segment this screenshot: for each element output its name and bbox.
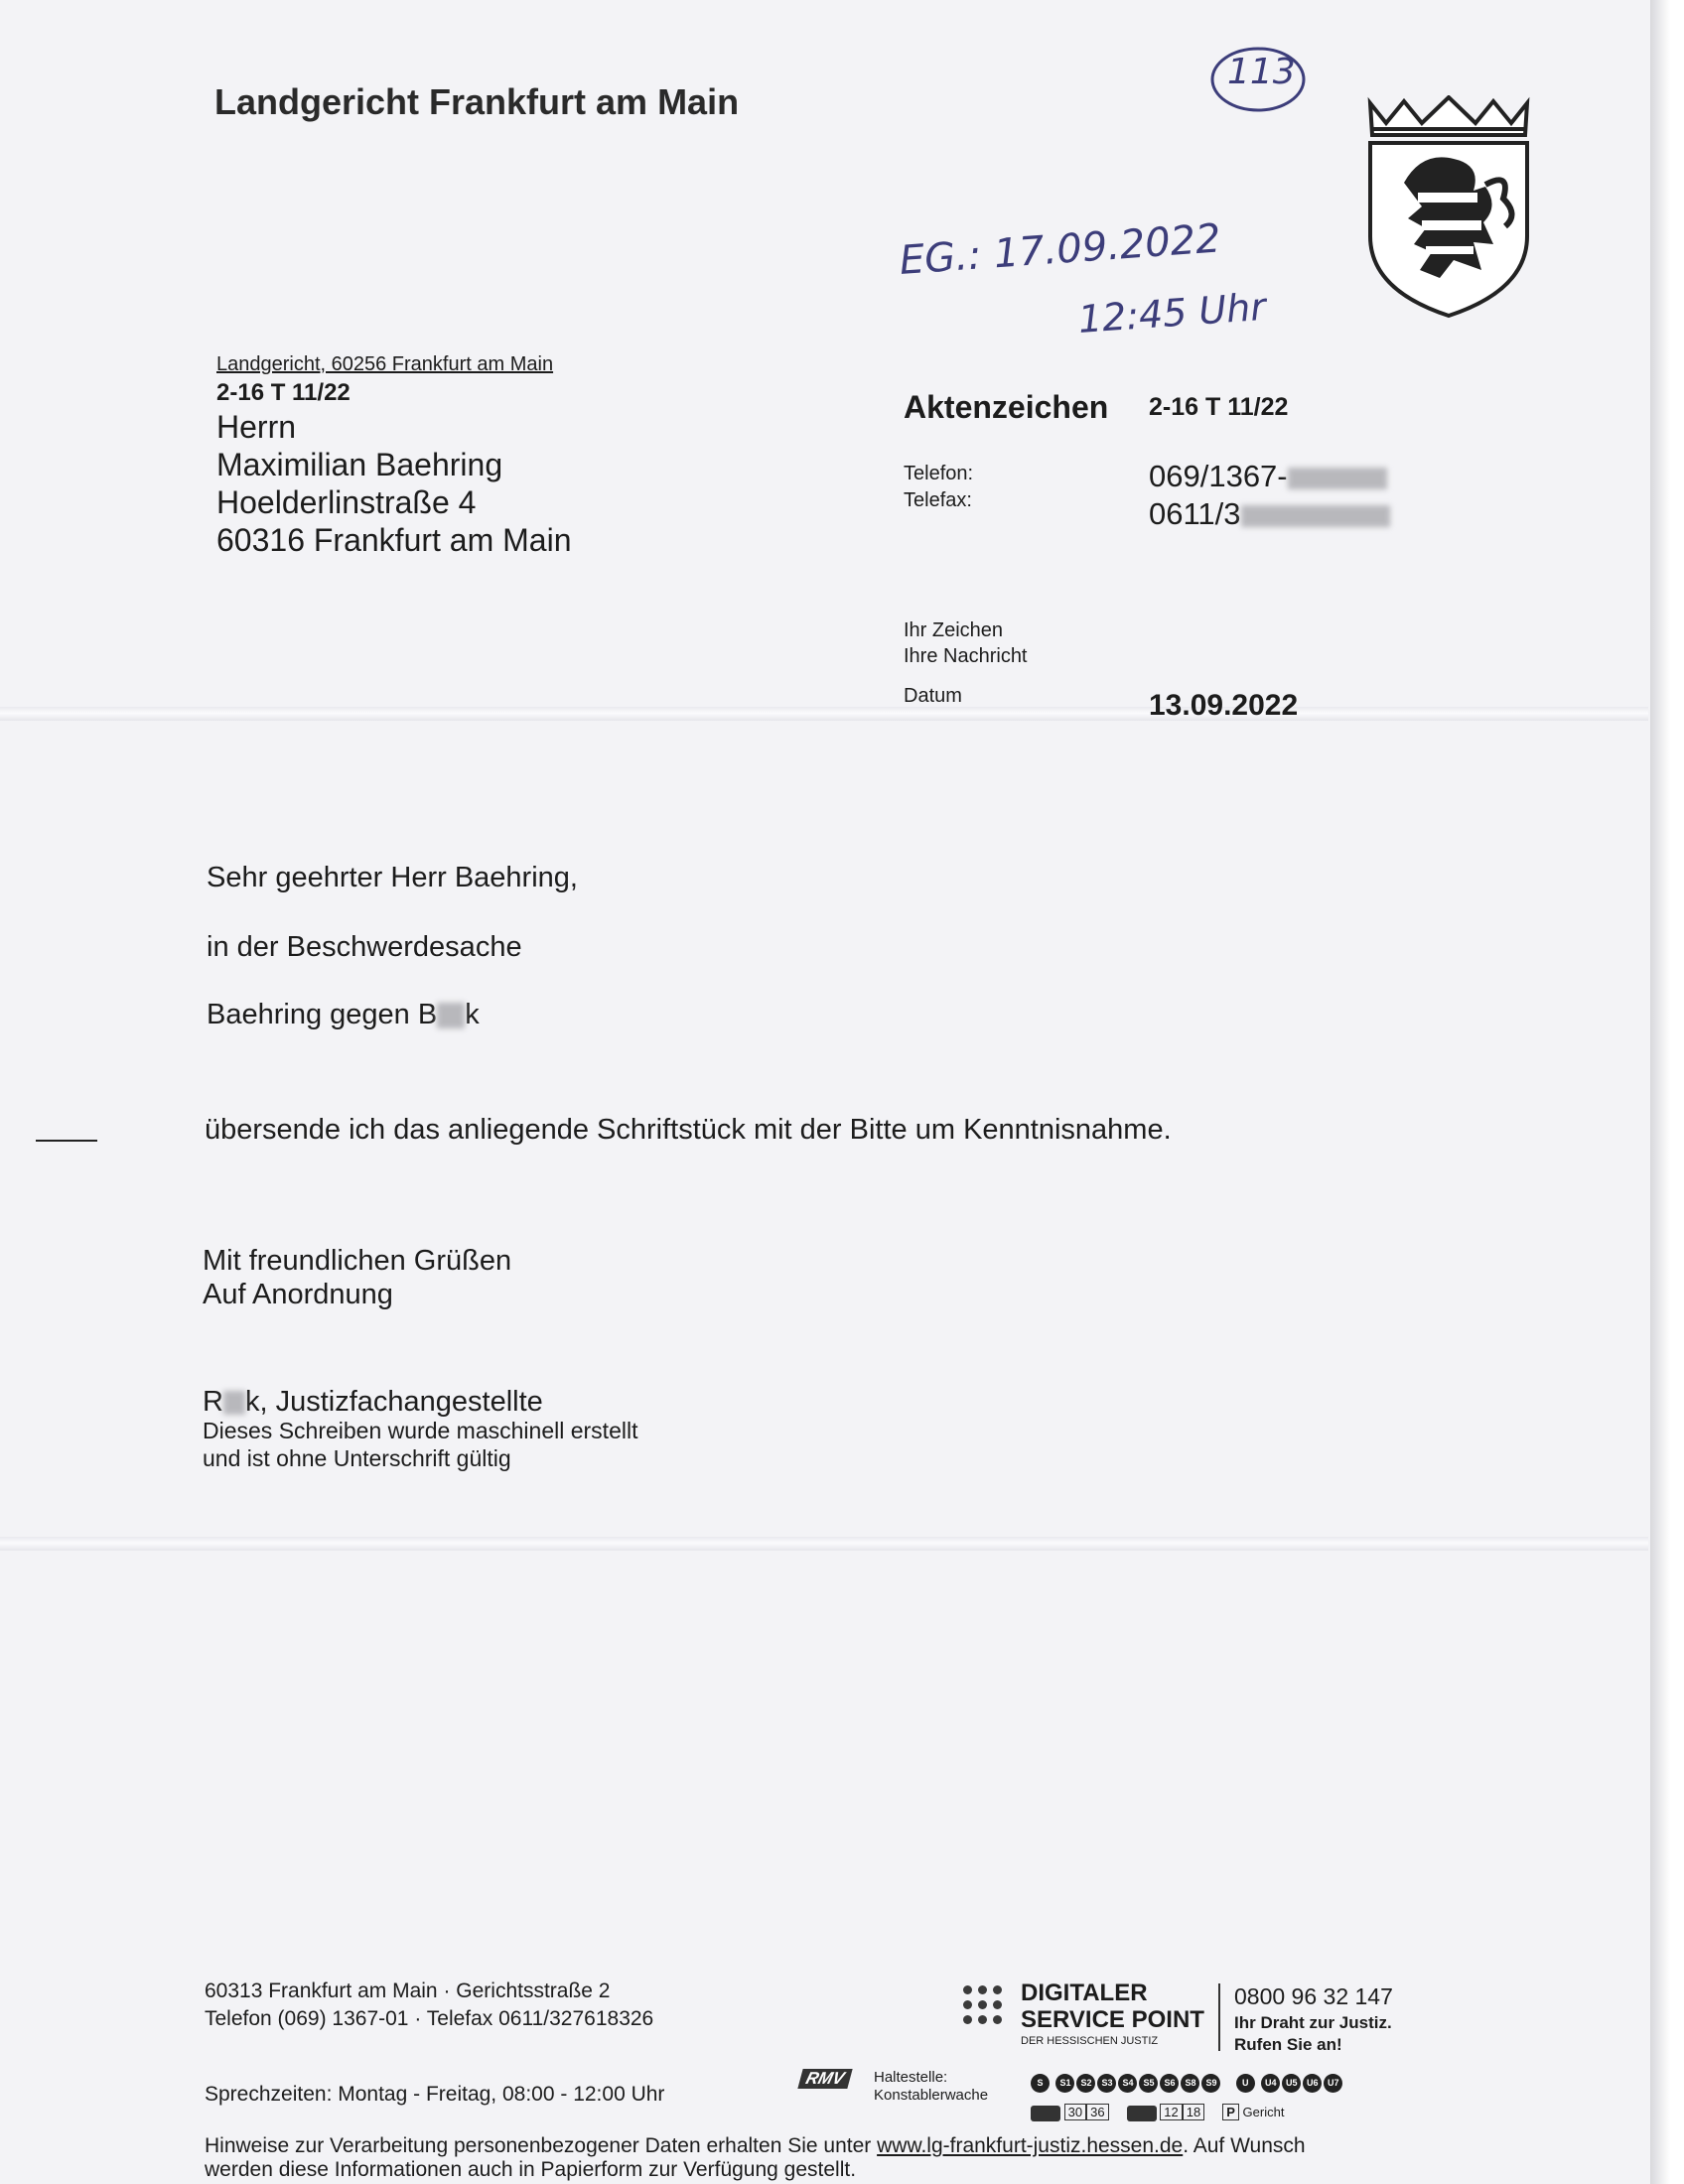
dsp-line2: SERVICE POINT [1021, 2006, 1204, 2033]
handwritten-number: 113 [1227, 52, 1296, 92]
stop-name: Konstablerwache [874, 2087, 989, 2104]
ubahn-icon: U [1236, 2074, 1255, 2093]
dsp-tagline2: Rufen Sie an! [1234, 2035, 1342, 2054]
line-badge: S9 [1201, 2074, 1220, 2093]
phone-value: 069/1367- [1149, 459, 1387, 494]
phone-label: Telefon: [904, 463, 974, 484]
date-value: 13.09.2022 [1149, 689, 1299, 722]
dsp-phone: 0800 96 32 147 [1234, 1983, 1393, 2009]
paper-edge [1650, 0, 1684, 2184]
redaction [1241, 505, 1390, 527]
handwritten-time: 12:45 Uhr [1076, 284, 1268, 341]
stop-label: Haltestelle: [874, 2069, 948, 2086]
recipient-street: Hoelderlinstraße 4 [216, 484, 477, 520]
tram-icon [1127, 2106, 1157, 2121]
line-badge: U6 [1303, 2074, 1322, 2093]
line-badge: S5 [1139, 2074, 1158, 2093]
dsp-subtitle: DER HESSISCHEN JUSTIZ [1021, 2035, 1159, 2047]
sender-return-line: Landgericht, 60256 Frankfurt am Main [216, 353, 554, 375]
recipient-salutation: Herrn [216, 409, 297, 445]
dsp-line1: DIGITALER [1021, 1979, 1148, 2006]
tram-line: 18 [1183, 2104, 1204, 2120]
fold-mark [36, 1140, 97, 1142]
dsp-title [1021, 1979, 1204, 2033]
your-message-label: Ihre Nachricht [904, 645, 1028, 667]
parties-line: Baehring gegen B k [207, 999, 480, 1030]
paper-fold [0, 707, 1648, 721]
machine-note-line2: und ist ohne Unterschrift gültig [203, 1445, 511, 1471]
machine-note-line1: Dieses Schreiben wurde maschinell erstellt [203, 1418, 638, 1443]
matter-intro: in der Beschwerdesache [207, 931, 522, 963]
footer-privacy-line1: Hinweise zur Verarbeitung personenbezogener Daten erhalten Sie unter www.lg-frankfurt-justiz.hessen.de. Auf Wunsch [205, 2134, 1306, 2157]
line-badge: U7 [1324, 2074, 1342, 2093]
rmv-logo: RMV [797, 2069, 852, 2089]
line-badge: S6 [1160, 2074, 1179, 2093]
date-label: Datum [904, 685, 962, 707]
tram-line: 12 [1160, 2104, 1182, 2120]
bus-tram-lines [1031, 2105, 1284, 2121]
your-reference-label: Ihr Zeichen [904, 619, 1004, 641]
line-badge: U4 [1261, 2074, 1280, 2093]
bus-line: 36 [1086, 2104, 1108, 2120]
parking-label: Gericht [1242, 2105, 1285, 2119]
footer-address: 60313 Frankfurt am Main · Gerichtsstraße 2 [205, 1979, 611, 2002]
greeting: Sehr geehrter Herr Baehring, [207, 862, 578, 893]
reference-number: 2-16 T 11/22 [216, 379, 351, 406]
handwritten-received-date: EG.: 17.09.2022 [898, 215, 1223, 284]
train-lines [1031, 2073, 1344, 2093]
recipient-city: 60316 Frankfurt am Main [216, 522, 572, 558]
bus-icon [1031, 2106, 1060, 2121]
redaction [1288, 468, 1387, 489]
line-badge: S2 [1076, 2074, 1095, 2093]
footer-phone-fax: Telefon (069) 1367-01 · Telefax 0611/327618326 [205, 2007, 654, 2030]
line-badge: S1 [1055, 2074, 1074, 2093]
line-badge: S8 [1181, 2074, 1199, 2093]
line-badge: U5 [1282, 2074, 1301, 2093]
fax-label: Telefax: [904, 489, 972, 511]
redaction [437, 1003, 465, 1028]
dsp-dots-icon [963, 1985, 1002, 2024]
footer-hours: Sprechzeiten: Montag - Freitag, 08:00 - 12:00 Uhr [205, 2083, 665, 2106]
fax-value: 0611/3 [1149, 496, 1390, 532]
hesse-coat-of-arms-logo [1356, 95, 1541, 320]
by-order: Auf Anordnung [203, 1279, 393, 1310]
dsp-tagline1: Ihr Draht zur Justiz. [1234, 2013, 1392, 2032]
parking-icon: P [1222, 2104, 1239, 2120]
footer-privacy-line2: werden diese Informationen auch in Papierform zur Verfügung gestellt. [205, 2158, 857, 2181]
dsp-divider [1218, 1983, 1220, 2051]
recipient-name: Maximilian Baehring [216, 447, 503, 482]
court-name: Landgericht Frankfurt am Main [214, 81, 740, 122]
line-badge: S3 [1097, 2074, 1116, 2093]
case-number-label: Aktenzeichen [904, 389, 1109, 425]
redaction [223, 1391, 245, 1415]
paper-fold [0, 1537, 1648, 1551]
stop-info [874, 2069, 988, 2105]
bus-line: 30 [1064, 2104, 1086, 2120]
line-badge: S4 [1118, 2074, 1137, 2093]
privacy-link[interactable]: www.lg-frankfurt-justiz.hessen.de [877, 2134, 1184, 2157]
sbahn-icon: S [1031, 2074, 1050, 2093]
regards: Mit freundlichen Grüßen [203, 1245, 512, 1277]
signer-line: R k, Justizfachangestellte [203, 1386, 543, 1418]
case-number-value: 2-16 T 11/22 [1149, 393, 1289, 421]
main-sentence: übersende ich das anliegende Schriftstück mit der Bitte um Kenntnisnahme. [205, 1114, 1172, 1146]
